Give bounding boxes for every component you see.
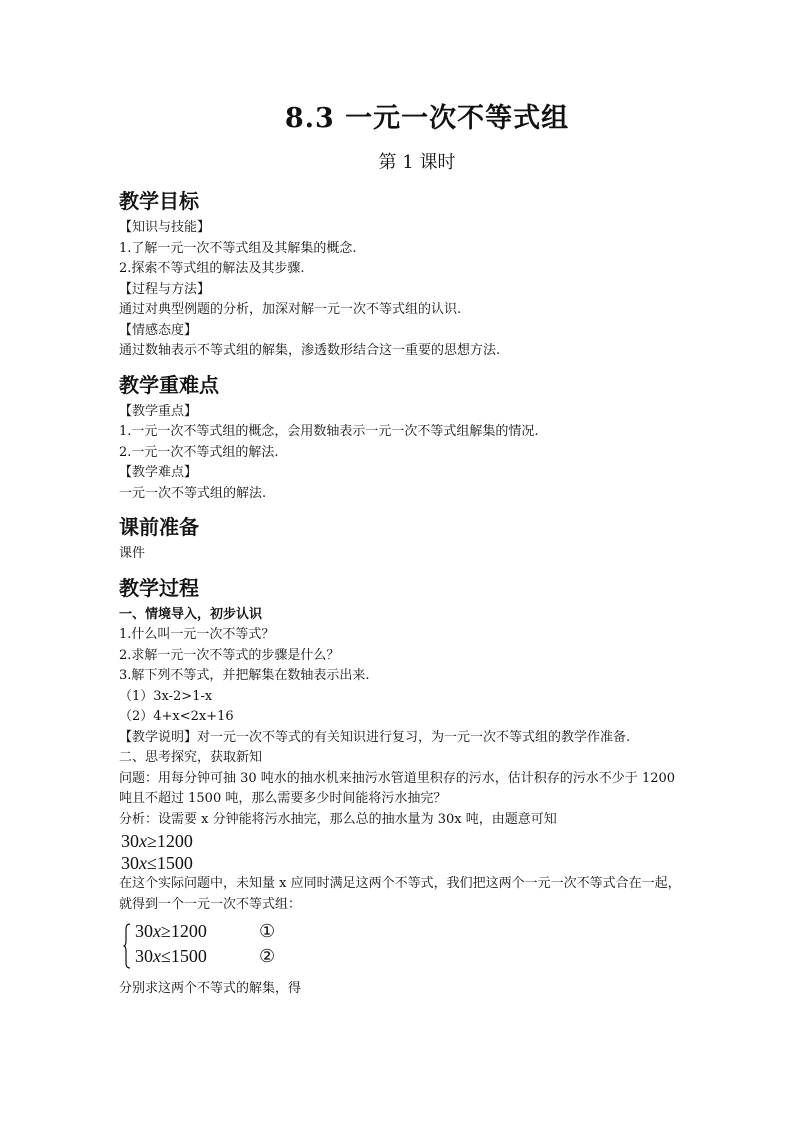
question-3: 3.解下列不等式，并把解集在数轴表示出来. (119, 668, 370, 683)
knowledge-item-2: 2.探索不等式组的解法及其步骤. (119, 261, 305, 276)
section-heading-prep: 课前准备 (119, 515, 199, 539)
ineq1-var: x (139, 831, 147, 851)
system-line-1: 30x≥1200 ① (135, 921, 276, 941)
process-label: 【过程与方法】 (119, 281, 211, 297)
final-text: 分别求这两个不等式的解集，得 (119, 981, 302, 996)
ineq2-rel: ≤1500 (147, 853, 193, 873)
attitude-label: 【情感态度】 (119, 322, 198, 338)
exercise-2: （2）4+x<2x+16 (119, 709, 234, 724)
process-section (119, 605, 689, 1000)
section-heading-goals: 教学目标 (119, 189, 199, 213)
difficulty-item-1: 一元一次不等式组的解法. (119, 485, 267, 501)
problem-text: 问题：用每分钟可抽 30 吨水的抽水机来抽污水管道里积存的污水，估计积存的污水不少于 1200 吨且不超过 1500 吨，那么需要多少时间能将污水抽完？ (119, 770, 676, 806)
analysis-text: 分析：设需要 x 分钟能将污水抽完，那么总的抽水量为 30x 吨，由题意可知 (119, 811, 557, 827)
system-tag-1: ① (259, 921, 276, 941)
subsection-heading-1: 一、情境导入，初步认识 (119, 606, 263, 622)
goals-section (119, 218, 689, 362)
system-line-2: 30x≤1500 ② (135, 946, 276, 966)
lesson-content (119, 186, 689, 1000)
ineq2-coef: 30 (121, 853, 139, 873)
combine-text: 在这个实际问题中，未知量 x 应同时满足这两个不等式，我们把这两个一元一次不等式合在一起，就得到一个一元一次不等式组： (119, 876, 681, 912)
difficulty-label: 【教学难点】 (119, 465, 198, 480)
focus-item-1: 1.一元一次不等式组的概念，会用数轴表示一元一次不等式组解集的情况. (119, 424, 539, 439)
page-title: 8.3 一元一次不等式组 (284, 103, 570, 134)
prep-text: 课件 (119, 546, 146, 561)
inequality-system (119, 919, 689, 975)
ineq1-rel: ≥1200 (147, 831, 193, 851)
section-heading-keypoints: 教学重难点 (119, 372, 219, 397)
system-tag-2: ② (259, 946, 276, 966)
focus-label: 【教学重点】 (119, 403, 198, 419)
process-item-1: 通过对典型例题的分析，加深对解一元一次不等式组的认识. (119, 302, 462, 317)
question-1: 1.什么叫一元一次不等式？ (119, 627, 275, 642)
question-2: 2.求解一元一次不等式的步骤是什么？ (119, 647, 340, 663)
knowledge-item-1: 1.了解一元一次不等式组及其解集的概念. (119, 240, 357, 256)
ineq2-var: x (139, 853, 147, 873)
prep-section (119, 544, 689, 565)
section-heading-process: 教学过程 (119, 575, 199, 600)
knowledge-label: 【知识与技能】 (119, 220, 211, 235)
focus-item-2: 2.一元一次不等式组的解法. (119, 444, 279, 460)
teaching-note: 【教学说明】对一元一次不等式的有关知识进行复习，为一元一次不等式组的教学作准备. (119, 729, 631, 745)
subsection-heading-2: 二、思考探究，获取新知 (119, 750, 263, 765)
inequality-1 (121, 830, 689, 852)
ineq1-coef: 30 (121, 831, 139, 851)
exercise-1: （1）3x-2>1-x (119, 688, 213, 704)
attitude-item-1: 通过数轴表示不等式组的解集，渗透数形结合这一重要的思想方法. (119, 343, 501, 358)
keypoints-section (119, 402, 689, 505)
inequality-2 (121, 852, 689, 874)
left-brace-icon (123, 923, 131, 969)
lesson-subtitle: 第 1 课时 (378, 152, 456, 173)
